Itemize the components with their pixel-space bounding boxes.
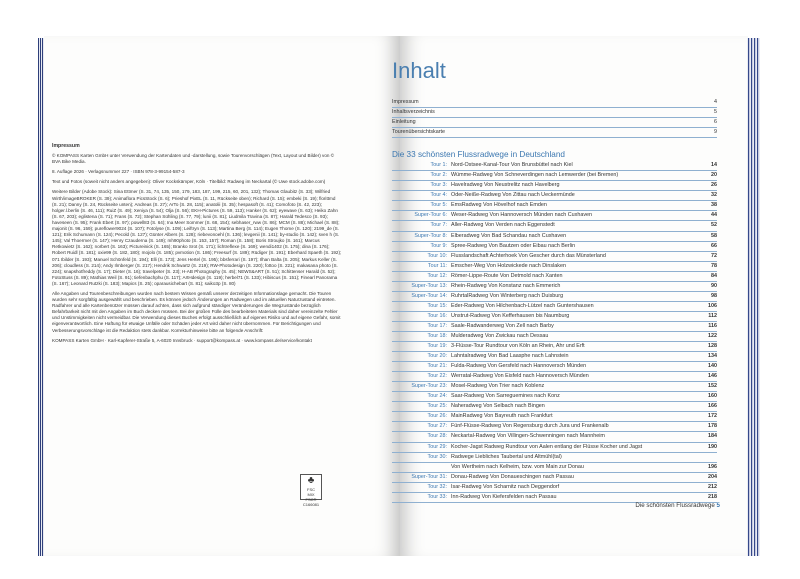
tour-number: Tour 29: xyxy=(427,443,447,450)
imprint-heading: Impressum xyxy=(52,143,80,149)
tour-title: Eder-Radweg Von Hilchenbach-Lützel nach Guntershausen xyxy=(451,302,594,309)
toc-tour-row xyxy=(392,272,717,282)
tour-page: 66 xyxy=(711,242,717,249)
page-footer xyxy=(600,502,720,509)
tour-page: 98 xyxy=(711,292,717,299)
toc-entry-page: 5 xyxy=(714,109,717,116)
tour-page: 212 xyxy=(708,483,717,490)
tour-page: 112 xyxy=(708,312,717,319)
tour-number: Tour 27: xyxy=(427,423,447,430)
tour-title: Römer-Lippe-Route Von Detmold nach Xanten xyxy=(451,272,563,279)
tour-page: 146 xyxy=(708,373,717,380)
table-of-contents xyxy=(392,58,717,503)
tour-page: 166 xyxy=(708,403,717,410)
tour-number: Tour 20: xyxy=(427,353,447,360)
fsc-code: FSC® C166081 xyxy=(302,497,320,507)
toc-title: Inhalt xyxy=(392,58,446,83)
tour-number xyxy=(392,463,451,472)
tour-number: Tour 22: xyxy=(427,373,447,380)
toc-tour-row xyxy=(392,422,717,432)
tour-title: Fünf-Flüsse-Radweg Von Regensburg durch Jura und Frankenalb xyxy=(451,423,609,430)
tour-title: Mulderadweg Von Zwickau nach Dessau xyxy=(451,332,549,339)
tour-page: 218 xyxy=(708,493,717,500)
toc-entry-title: Impressum xyxy=(392,99,419,105)
toc-tour-row xyxy=(392,302,717,312)
toc-tour-row xyxy=(392,191,717,201)
tour-page: 32 xyxy=(711,192,717,199)
tour-title: Rhein-Radweg Von Konstanz nach Emmerich xyxy=(451,282,561,289)
tour-title: Oder-Neiße-Radweg Von Zittau nach Ueckermünde xyxy=(451,192,575,199)
toc-tour-row xyxy=(392,432,717,442)
tour-title: Saar-Radweg Von Sarreguemines nach Konz xyxy=(451,393,560,400)
tour-number: Tour 24: xyxy=(427,393,447,400)
tour-title: Flusslandschaft Achterhoek Von Gescher durch das Münsterland xyxy=(451,252,606,259)
tour-title: Elberadweg Von Bad Schandau nach Cuxhaven xyxy=(451,232,567,239)
tour-title: Radwege Liebliches Taubertal und Altmühl(tal) xyxy=(451,453,562,460)
tour-title: Isar-Radweg Von Scharnitz nach Deggendorf xyxy=(451,483,560,490)
tour-number: Super-Tour 31: xyxy=(411,473,447,480)
toc-tour-row xyxy=(392,473,717,483)
toc-tour-row xyxy=(392,372,717,382)
toc-entry-page: 6 xyxy=(714,119,717,126)
tour-number: Tour 17: xyxy=(427,322,447,329)
tour-list xyxy=(392,161,717,503)
imprint-para: Alle Angaben und Tourenbeschreibungen wurden nach bestem Wissen gemäß unserer derzeitigen Informationslage gemacht. Die Touren wurden sehr sorgfältig ausgewählt und beschrieben. Es können jedoch Änderungen an Radwegen und im aktuellen Naturzustand eintreten. Radfahrer und alle Kartenbenützer müssen darauf achten, dass sich aufgrund ständiger Veränderungen die Wegzustände bezüglich Befahrbarkeit nicht mit den Angaben im Buch decken müssen. Bei der großen Fülle des bearbeiteten Materials sind daher vereinzelte Fehler und Unstimmigkeiten nicht vermeidbar. Die Verwendung dieses Buches erfolgt ausschließlich auf eigenes Risiko und auf eigene Gefahr, somit eigenverantwortlich. Eine Haftung für etwaige Unfälle oder Schäden jeder Art wird daher nicht übernommen. Für Berichtigungen und Verbesserungsvorschläge ist die Redaktion stets dankbar. Korrekturhinweise bitte an folgende Anschrift: xyxy=(52,290,341,333)
tour-title: Neckartal-Radweg Von Villingen-Schwenningen nach Mannheim xyxy=(451,433,605,440)
tour-title: EmsRadweg Von Hövelhof nach Emden xyxy=(451,202,547,209)
toc-entry-page: 4 xyxy=(714,99,717,105)
imprint-block xyxy=(52,143,342,348)
toc-tour-row xyxy=(392,312,717,322)
tour-page: 152 xyxy=(708,383,717,390)
section-title: Die 33 schönsten Flussradwege in Deutschland xyxy=(392,150,565,160)
tour-page: 72 xyxy=(711,252,717,259)
fsc-label: FSC xyxy=(307,487,315,492)
toc-tour-row xyxy=(392,352,717,362)
tour-number: Tour 10: xyxy=(427,252,447,259)
tour-title: RuhrtalRadweg Von Winterberg nach Duisburg xyxy=(451,292,564,299)
tour-number: Tour 7: xyxy=(430,222,447,229)
tour-number: Tour 26: xyxy=(427,413,447,420)
tour-title: Donau-Radweg Von Donaueschingen nach Passau xyxy=(451,473,574,480)
toc-tour-row xyxy=(392,342,717,352)
toc-tour-row xyxy=(392,211,717,221)
tour-title: Lahntalradweg Von Bad Laasphe nach Lahnstein xyxy=(451,353,569,360)
tour-page: 116 xyxy=(708,322,717,329)
toc-entry-page: 9 xyxy=(714,129,717,136)
tour-number: Super-Tour 8: xyxy=(414,232,447,239)
page-number: 5 xyxy=(716,502,720,509)
tour-number: Tour 15: xyxy=(427,302,447,309)
tour-page: 44 xyxy=(711,212,717,219)
tour-title: MainRadweg Von Bayreuth nach Frankfurt xyxy=(451,413,553,420)
fsc-logo xyxy=(300,474,322,507)
tour-title: Nord-Ostsee-Kanal-Tour Von Brunsbüttel nach Kiel xyxy=(451,162,573,169)
tour-page: 52 xyxy=(711,222,717,229)
tour-number: Tour 12: xyxy=(427,272,447,279)
tour-number: Tour 32: xyxy=(427,483,447,490)
toc-tour-row xyxy=(392,463,717,473)
toc-tour-row xyxy=(392,322,717,332)
tour-page: 14 xyxy=(711,162,717,169)
tour-title: Weser-Radweg Von Hannoversch Münden nach Cuxhaven xyxy=(451,212,593,219)
tour-number: Tour 25: xyxy=(427,403,447,410)
toc-tour-row xyxy=(392,221,717,231)
fsc-mix: MIX xyxy=(307,492,315,497)
toc-tour-row xyxy=(392,392,717,402)
tour-page: 128 xyxy=(708,343,717,350)
toc-tour-row xyxy=(392,412,717,422)
tour-number: Tour 5: xyxy=(430,202,447,209)
toc-tour-row xyxy=(392,252,717,262)
tour-page: 196 xyxy=(708,463,717,470)
tour-number: Tour 18: xyxy=(427,332,447,339)
tour-number: Tour 21: xyxy=(427,363,447,370)
imprint-para: 8. Auflage 2026 · Verlagsnummer 227 · ISBN 978-3-99154-587-3 xyxy=(52,169,185,175)
toc-tour-row xyxy=(392,181,717,191)
toc-tour-row xyxy=(392,292,717,302)
tour-number: Tour 30: xyxy=(427,453,447,460)
tour-title: Saale-Radwanderweg Von Zell nach Barby xyxy=(451,322,554,329)
toc-front-row xyxy=(392,118,717,128)
tour-page: 90 xyxy=(711,282,717,289)
tour-number: Tour 28: xyxy=(427,433,447,440)
toc-tour-row xyxy=(392,402,717,412)
imprint-para: KOMPASS Karten GmbH · Karl-Kapferer-Straße 5, A-6020 Innsbruck · support@kompass.at · www.kompass.de/service/kontakt xyxy=(52,337,312,343)
tour-number: Tour 11: xyxy=(427,262,447,269)
tour-title: Von Wertheim nach Kelheim, bzw. vom Main zur Donau xyxy=(451,463,584,470)
tour-title: Havelradweg Von Neustrelitz nach Havelberg xyxy=(451,182,560,189)
imprint-para: © KOMPASS Karten GmbH unter Verwendung der Kartendaten und -darstellung, sowie Tourenvorschlägen (Text, Layout und Bilder) von © BVA Bike Media. xyxy=(52,153,335,165)
toc-tour-row xyxy=(392,171,717,181)
tour-page: 140 xyxy=(708,363,717,370)
toc-tour-row xyxy=(392,282,717,292)
tour-number: Tour 19: xyxy=(427,343,447,350)
tour-title: Emscher-Weg Von Holzwickede nach Dinslaken xyxy=(451,262,566,269)
tour-number: Super-Tour 14: xyxy=(411,292,447,299)
imprint-para: Weitere Bilder (Adobe Stock): Sina Ettmer (S. 31, 74, 135, 150, 179, 183, 187, 199, 215, 60, 201, 132); Thomas Glaubitz (S. 33); Wilfried Wirth/imageBROKER (S. 39); Animaflora PicsStock (S. 6); Prieshof PixEL (S. 11, Rückseite oben); Richard (S. 15); embeki (S. 19); florittmd (S. 21); Danny (S. 24, Rückseite unten); Andreas (S. 27); ArTo (S. 28, 115); anatolii (S. 35); hespasoft (S. 41); Comofoto (S. 42, 223); holger.l.berlin (S. 46, 111); RuiZ (S. 49); Xeniya (S. 54); Olja (S. 56); EKH-Pictures (S. 59, 113); Hanker (S. 62); eyewave (S. 63); Heiko Zahn (S. 67, 203); eglistena (S. 71); Frans (S. 72); Stephan Sühling (S. 77, 79); lunii (S. 81); Liudmila Travina (S. 87); Harald Tedesco (S. 93); haveseen (S. 95); Frank Ebert (S. 97); powell83 (S. 64); Ina Meer Sommer (S. 68, 154); sebhaser_rww (S. 86); MCM (S. 88); Michael (S. 88); majonit (S. 96, 159); pureflower9024 (S. 107); Fotolyse (S. 109); Leiftryn (S. 113); Martina Berg (S. 114); Eugen Thome (S. 120); 2199_de (S. 121); Erik Schumann (S. 124); Pecold (S. 127); Günter Albers (S. 128); riebevonoehl (S. 136); levgenii (S. 141); by-studio (S. 142); sven h (S. 145); Val Thoermer (S. 147); Henry Czauderna (S. 149); mh90photo (S. 153, 157); Roman (S. 158); Boris Stroujko (S. 161); Marcus Retkowietz (S. 162); norbert (S. 163); Pictureinick (S. 165); Branko Srot (S. 171); lichtreflexe (S. 169); wendi1402 (S. 175); dina (S. 176); Robert Ruidl (S. 181); oxie99 (S. 182, 180); mojolo (S. 185); pvmotion (S. 186); Freesurf (S. 189); Rüdiger (S. 191); Eberhard Spaeth (S. 192); 071 Ibilder (S. 193); Manuel Schönfeld (S. 194); Elli (S. 173); Jens Hertel (S. 195); bbsferrari (S. 197); Ilhan Balta (S. 205); Markus Keller (S. 206); cloudless (S. 214); Andy Ilmberger (S. 217); Hendrik Schwartz (S. 219); RW-Photodesign (S. 220); fottoo (S. 221); makasana photo (S. 224); snapshotfreddy (S. 17); Dieter (S. 16); travelpeter (S. 23); H-AB Photography (S. 45); NEWS&ART (S. 51); Schittenser Harald (S. 52); FotoStuss (S. 89); Mathias Weil (S. 91); tiefenbachphu (S. 117); ArtHdesign (S. 119); herbel71 (S. 133); Hibiscus (S. 151); Finearl Panorama (S. 167); Leonard Rutzki (S. 183); Mapics (S. 25); oparausichebart (S. 81); saiko3p (S. 80) xyxy=(52,189,342,286)
toc-tour-row xyxy=(392,362,717,372)
tour-page: 184 xyxy=(708,433,717,440)
tour-title: Inn-Radweg Von Kiefersfelden nach Passau xyxy=(451,493,557,500)
toc-entry-title: Tourenübersichtskarte xyxy=(392,129,446,136)
tour-page: 26 xyxy=(711,182,717,189)
tour-title: Wümme-Radweg Von Schneverdingen nach Lemwerder (bei Bremen) xyxy=(451,172,619,179)
tour-page xyxy=(699,453,717,462)
fsc-tree-icon: ♣ xyxy=(307,475,315,486)
tour-page: 84 xyxy=(711,272,717,279)
tour-title: 3-Flüsse-Tour Rundtour von Köln an Rhein, Ahr und Erft xyxy=(451,343,585,350)
tour-title: Naheradweg Von Selbach nach Bingen xyxy=(451,403,545,410)
tour-page: 122 xyxy=(708,332,717,339)
tour-page: 160 xyxy=(708,393,717,400)
toc-entry-title: Einleitung xyxy=(392,119,416,126)
tour-number: Tour 3: xyxy=(430,182,447,189)
toc-entry-title: Inhaltsverzeichnis xyxy=(392,109,435,116)
toc-tour-row xyxy=(392,443,717,453)
tour-number: Super-Tour 23: xyxy=(411,383,447,390)
tour-page: 38 xyxy=(711,202,717,209)
toc-tour-row xyxy=(392,332,717,342)
tour-number: Super-Tour 6: xyxy=(414,212,447,219)
tour-page: 58 xyxy=(711,232,717,239)
toc-tour-row xyxy=(392,483,717,493)
toc-tour-row xyxy=(392,161,717,171)
tour-page: 20 xyxy=(711,172,717,179)
tour-page: 190 xyxy=(708,443,717,450)
tour-title: Mosel-Radweg Von Trier nach Koblenz xyxy=(451,383,545,390)
tour-page: 106 xyxy=(708,302,717,309)
tour-page: 204 xyxy=(708,473,717,480)
tour-title: Aller-Radweg Von Verden nach Eggenstedt xyxy=(451,222,555,229)
toc-tour-row xyxy=(392,242,717,252)
tour-title: Kocher-Jagst Radweg Rundtour von Aalen entlang der Flüsse Kocher und Jagst xyxy=(451,443,643,450)
tour-title: Unstrut-Radweg Von Kefferhausen bis Naumburg xyxy=(451,312,570,319)
page-edge-right xyxy=(747,38,760,556)
tour-number: Tour 9: xyxy=(430,242,447,249)
tour-page: 172 xyxy=(708,413,717,420)
toc-tour-row xyxy=(392,382,717,392)
imprint-para: Text und Fotos (soweit nicht anders angegeben): Oliver Kockskämper, Köln · Titelbild: Radweg im Neckartal (© Uwe stock.adobe.com) xyxy=(52,179,326,185)
toc-front-row xyxy=(392,128,717,138)
tour-title: Fulda-Radweg Von Gersfeld nach Hannoversch Münden xyxy=(451,363,587,370)
tour-page: 78 xyxy=(711,262,717,269)
toc-tour-row xyxy=(392,453,717,463)
toc-front-row xyxy=(392,108,717,118)
tour-page: 134 xyxy=(708,353,717,360)
toc-front-row xyxy=(392,98,717,108)
toc-tour-row xyxy=(392,201,717,211)
tour-number: Super-Tour 13: xyxy=(411,282,447,289)
tour-number: Tour 2: xyxy=(430,172,447,179)
tour-title: Werratal-Radweg Von Eisfeld nach Hannoversch Münden xyxy=(451,373,589,380)
tour-number: Tour 1: xyxy=(430,162,447,169)
toc-tour-row xyxy=(392,262,717,272)
tour-number: Tour 16: xyxy=(427,312,447,319)
front-matter-list xyxy=(392,98,717,138)
toc-tour-row xyxy=(392,232,717,242)
tour-title: Spree-Radweg Von Bautzen oder Eibau nach Berlin xyxy=(451,242,576,249)
footer-text: Die schönsten Flussradwege xyxy=(635,502,715,509)
tour-page: 178 xyxy=(708,423,717,430)
tour-number: Tour 4: xyxy=(430,192,447,199)
tour-number: Tour 33: xyxy=(427,493,447,500)
